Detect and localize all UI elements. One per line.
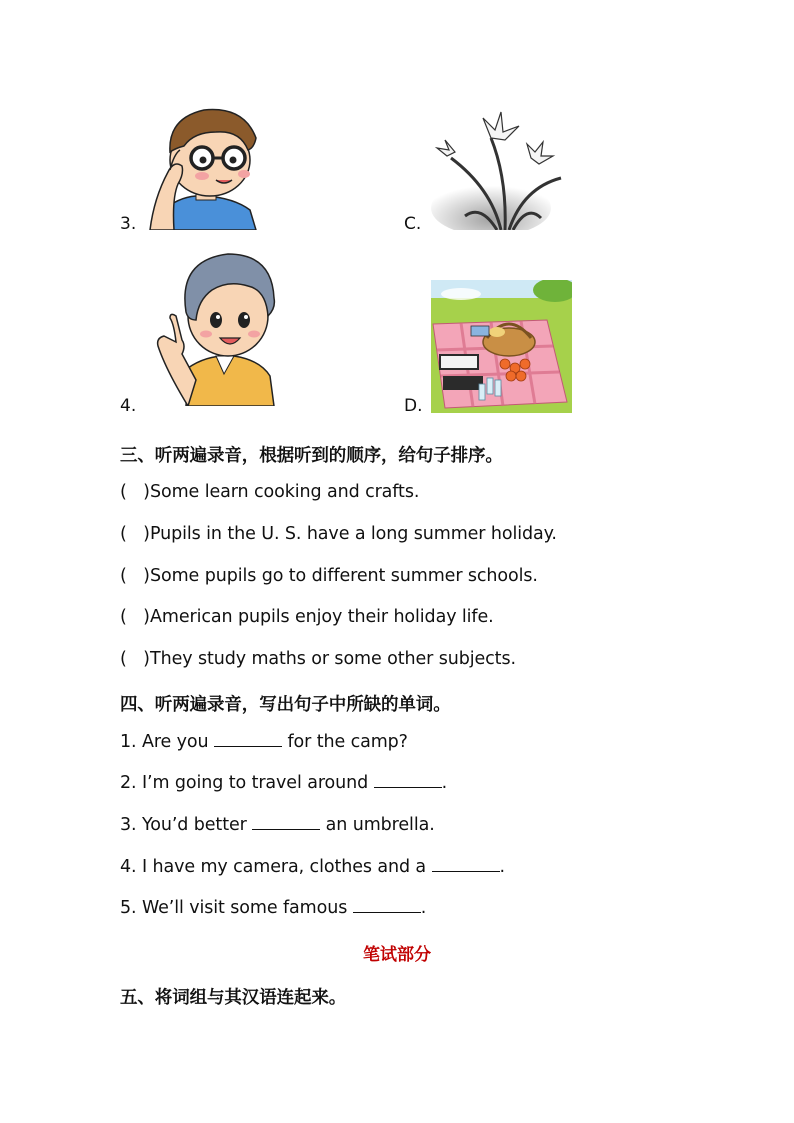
- fill-blank-item: 2. I’m going to travel around .: [120, 773, 448, 793]
- fill-blank-item: 4. I have my camera, clothes and a .: [120, 857, 505, 877]
- sentence-text: Pupils in the U. S. have a long summer holiday.: [150, 524, 557, 544]
- orchid-flower-illustration: [431, 108, 567, 230]
- fill-blank-item: 3. You’d better an umbrella.: [120, 815, 435, 835]
- answer-blank[interactable]: [432, 870, 500, 872]
- answer-blank[interactable]: [374, 786, 442, 788]
- sentence-text: Some pupils go to different summer schools.: [150, 566, 538, 586]
- sentence-text: They study maths or some other subjects.: [150, 649, 516, 669]
- ordering-item: [120, 649, 516, 669]
- section-3-title: 三、听两遍录音，根据听到的顺序，给句子排序。: [120, 446, 503, 466]
- answer-paren[interactable]: ( ): [120, 566, 150, 586]
- answer-blank[interactable]: [252, 828, 320, 830]
- answer-paren[interactable]: ( ): [120, 649, 150, 669]
- section-5-title: 五、将词组与其汉语连起来。: [120, 988, 347, 1008]
- answer-blank[interactable]: [214, 745, 282, 747]
- picnic-blanket-illustration: [431, 280, 572, 413]
- written-part-heading: 笔试部分: [363, 945, 431, 965]
- item-number-3: 3.: [120, 214, 137, 234]
- boy-glasses-illustration: [144, 98, 269, 230]
- fill-blank-item: 1. Are you for the camp?: [120, 732, 408, 752]
- answer-paren[interactable]: ( ): [120, 607, 150, 627]
- answer-paren[interactable]: ( ): [120, 482, 150, 502]
- section-4-title: 四、听两遍录音，写出句子中所缺的单词。: [120, 695, 451, 715]
- sentence-text: Some learn cooking and crafts.: [150, 482, 420, 502]
- option-letter-d: D.: [404, 396, 423, 416]
- item-number-4: 4.: [120, 396, 137, 416]
- answer-blank[interactable]: [353, 911, 421, 913]
- answer-paren[interactable]: ( ): [120, 524, 150, 544]
- ordering-item: [120, 607, 494, 627]
- fill-blank-item: 5. We’ll visit some famous .: [120, 898, 427, 918]
- option-letter-c: C.: [404, 214, 422, 234]
- boy-pointing-illustration: [152, 250, 278, 406]
- ordering-item: [120, 566, 538, 586]
- ordering-item: [120, 482, 419, 502]
- sentence-text: American pupils enjoy their holiday life.: [150, 607, 494, 627]
- ordering-item: [120, 524, 557, 544]
